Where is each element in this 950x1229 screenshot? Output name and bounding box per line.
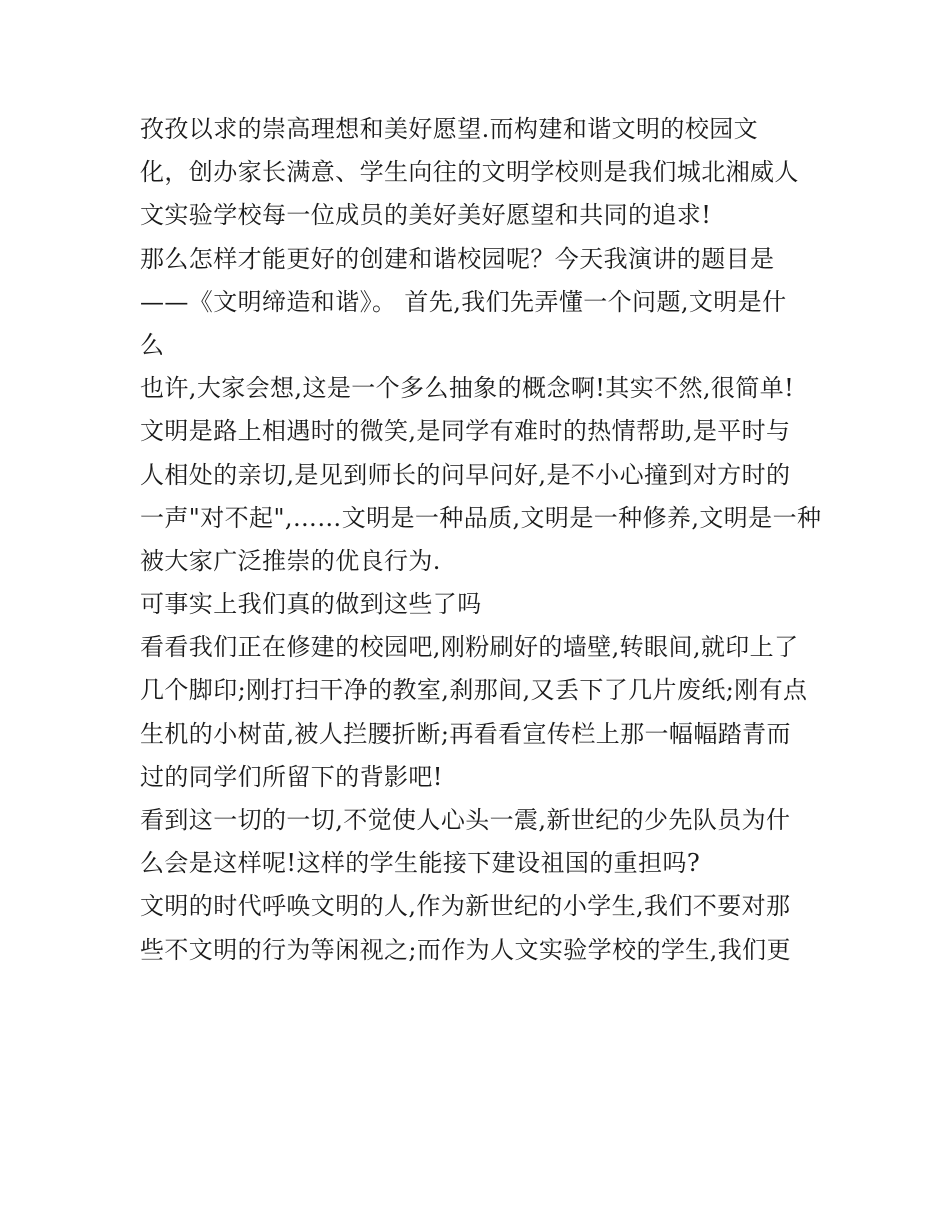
text-line: 化，创办家长满意、学生向往的文明学校则是我们城北湘威人 [140, 158, 799, 187]
text-line: 么会是这样呢!这样的学生能接下建设祖国的重担吗? [140, 849, 701, 878]
text-line: ——《文明缔造和谐》。 首先,我们先弄懂一个问题,文明是什 [140, 287, 787, 316]
text-line: 被大家广泛推崇的优良行为. [140, 546, 441, 575]
text-line: 孜孜以求的崇高理想和美好愿望.而构建和谐文明的校园文 [140, 115, 759, 143]
text-line: 可事实上我们真的做到这些了吗 [140, 590, 482, 619]
text-line: 生机的小树苗,被人拦腰折断;再看看宣传栏上那一幅幅踏青而 [140, 719, 791, 748]
text-line: 几个脚印;刚打扫干净的教室,刹那间,又丢下了几片废纸;刚有点 [140, 676, 808, 705]
text-line: 人相处的亲切,是见到师长的问早问好,是不小心撞到对方时的 [140, 460, 791, 489]
text-line: 些不文明的行为等闲视之;而作为人文实验学校的学生,我们更 [140, 935, 791, 964]
text-line: 那么怎样才能更好的创建和谐校园呢？今天我演讲的题目是 [140, 244, 775, 273]
text-line: 文明的时代呼唤文明的人,作为新世纪的小学生,我们不要对那 [140, 892, 791, 921]
text-line: 也许,大家会想,这是一个多么抽象的概念啊!其实不然,很简单! [140, 374, 795, 403]
text-line: 过的同学们所留下的背影吧! [140, 762, 443, 791]
text-line: 文明是路上相遇时的微笑,是同学有难时的热情帮助,是平时与 [140, 417, 791, 446]
text-line: 文实验学校每一位成员的美好美好愿望和共同的追求! [140, 201, 712, 230]
speech-text [140, 108, 820, 972]
text-line: 看看我们正在修建的校园吧,刚粉刷好的墙壁,转眼间,就印上了 [140, 633, 799, 662]
text-line: 么 [140, 330, 165, 359]
text-line: 一声"对不起",……文明是一种品质,文明是一种修养,文明是一种 [140, 503, 822, 532]
text-line: 看到这一切的一切,不觉使人心头一震,新世纪的少先队员为什 [140, 806, 791, 834]
